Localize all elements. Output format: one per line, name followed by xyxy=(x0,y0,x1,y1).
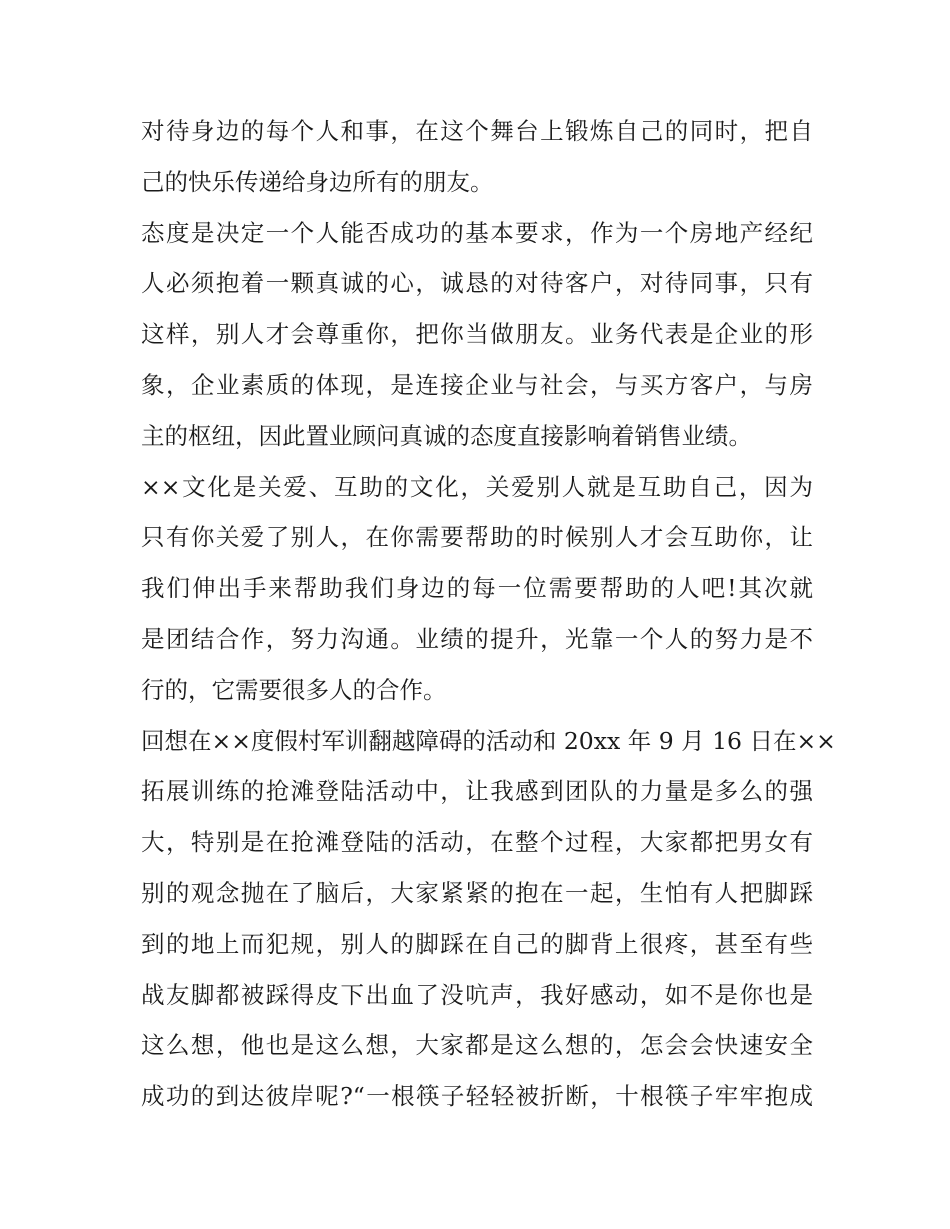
text-line: 到的地上而犯规，别人的脚踩在自己的脚背上很疼，甚至有些 xyxy=(141,929,813,958)
text-line: 这么想，他也是这么想，大家都是这么想的，怎会会快速安全 xyxy=(141,1031,813,1060)
text-line: 态度是决定一个人能否成功的基本要求，作为一个房地产经纪 xyxy=(141,218,813,247)
text-line: 拓展训练的抢滩登陆活动中，让我感到团队的力量是多么的强 xyxy=(141,777,813,806)
text-line: 己的快乐传递给身边所有的朋友。 xyxy=(141,167,494,196)
text-line: 我们伸出手来帮助我们身边的每一位需要帮助的人吧!其次就 xyxy=(141,574,813,603)
text-line: 成功的到达彼岸呢?“一根筷子轻轻被折断，十根筷子牢牢抱成 xyxy=(141,1082,813,1111)
text-line: 大，特别是在抢滩登陆的活动，在整个过程，大家都把男女有 xyxy=(141,828,813,857)
text-line: 主的枢纽，因此置业顾问真诚的态度直接影响着销售业绩。 xyxy=(141,421,752,450)
text-line: 战友脚都被踩得皮下出血了没吭声，我好感动，如不是你也是 xyxy=(141,980,813,1009)
text-line: ××文化是关爱、互助的文化，关爱别人就是互助自己，因为 xyxy=(141,472,813,501)
text-line: 别的观念抛在了脑后，大家紧紧的抱在一起，生怕有人把脚踩 xyxy=(141,878,813,907)
text-line: 人必须抱着一颗真诚的心，诚恳的对待客户，对待同事，只有 xyxy=(141,269,813,298)
text-line: 只有你关爱了别人，在你需要帮助的时候别人才会互助你，让 xyxy=(141,523,813,552)
text-line: 行的，它需要很多人的合作。 xyxy=(141,675,447,704)
document-body-text xyxy=(141,106,836,1122)
text-line: 是团结合作，努力沟通。业绩的提升，光靠一个人的努力是不 xyxy=(141,624,813,653)
text-line: 回想在××度假村军训翻越障碍的活动和 20xx 年 9 月 16 日在×× xyxy=(141,726,836,755)
text-line: 这样，别人才会尊重你，把你当做朋友。业务代表是企业的形 xyxy=(141,320,813,349)
text-line: 对待身边的每个人和事，在这个舞台上锻炼自己的同时，把自 xyxy=(141,117,813,145)
text-line: 象，企业素质的体现，是连接企业与社会，与买方客户，与房 xyxy=(141,370,813,399)
